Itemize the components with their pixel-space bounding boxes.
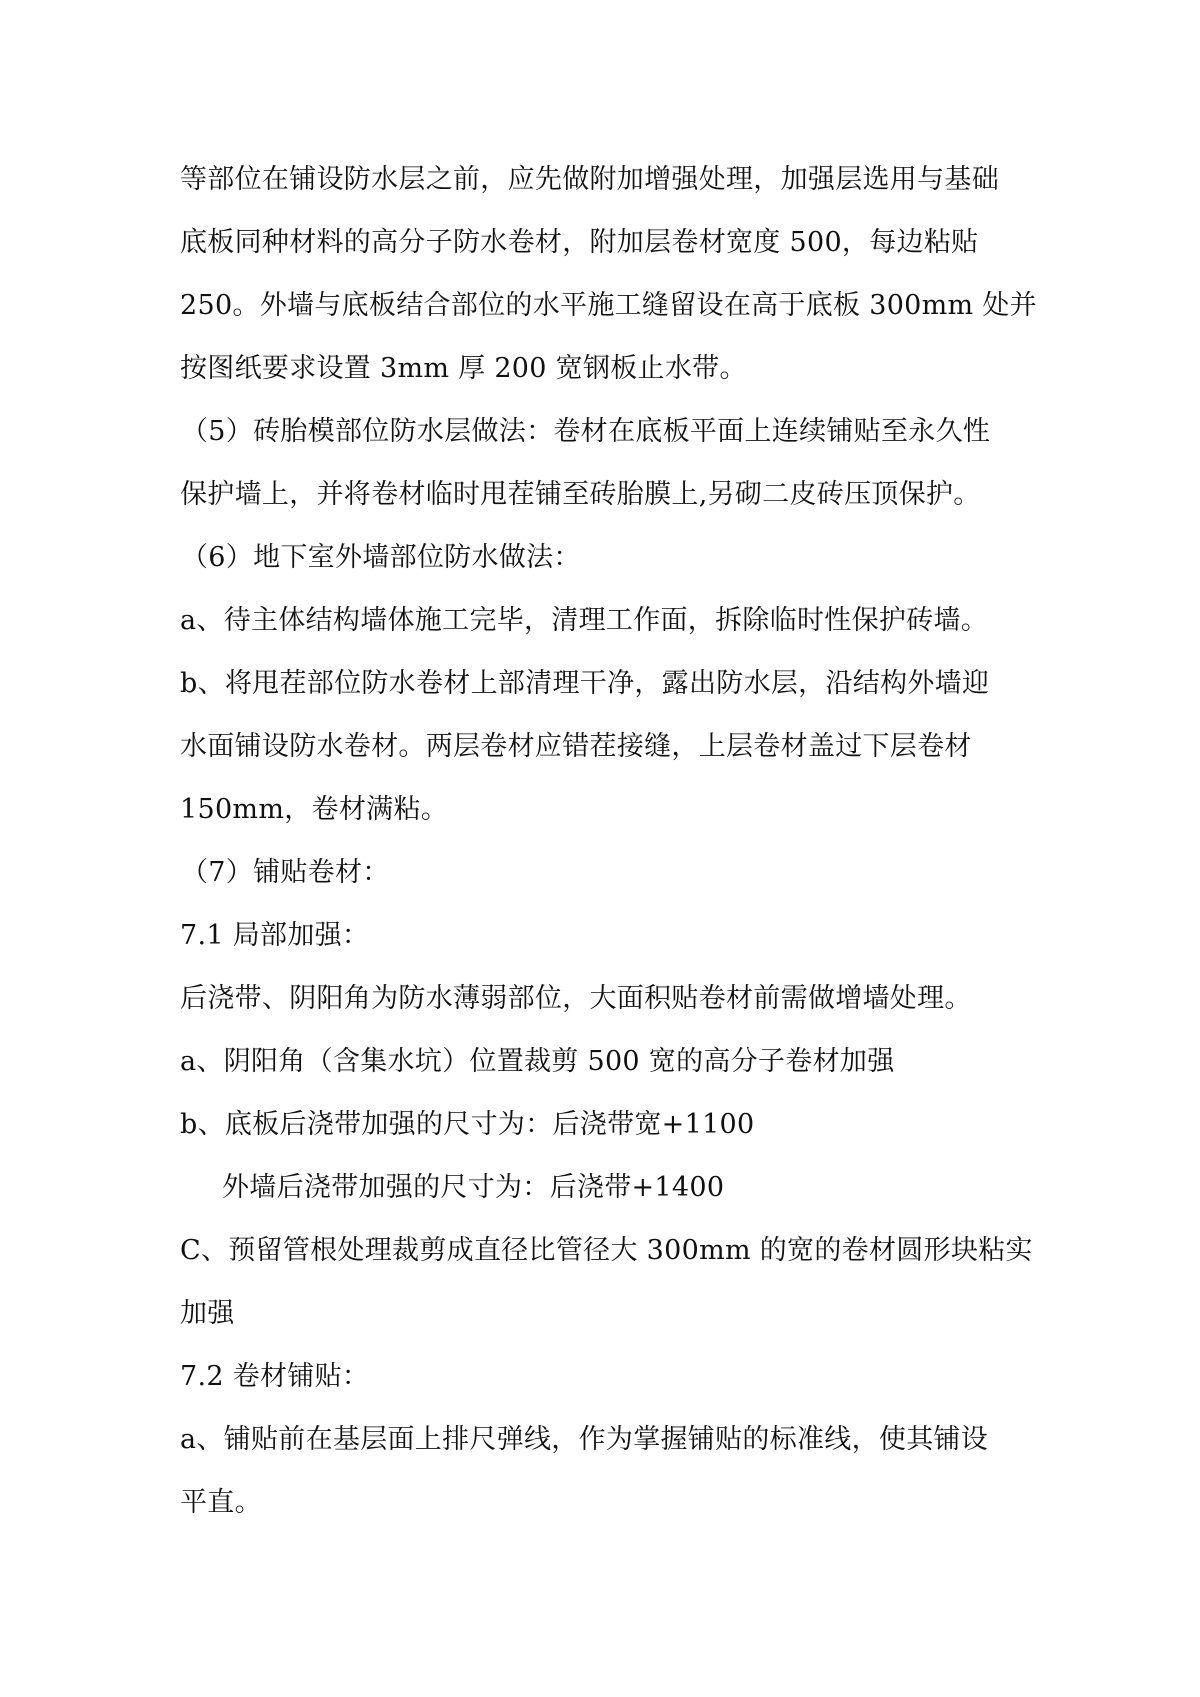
subsection-7-2-heading: 7.2 卷材铺贴： [180,1361,370,1392]
text-line-4: 按图纸要求设置 3mm 厚 200 宽钢板止水带。 [180,353,747,384]
text-line-1: 等部位在铺设防水层之前，应先做附加增强处理，加强层选用与基础 [180,164,999,195]
text-line-11: 150mm，卷材满粘。 [180,794,449,825]
text-line-19: 加强 [180,1298,235,1329]
item-a-corner: a、阴阳角（含集水坑）位置裁剪 500 宽的高分子卷材加强 [180,1046,895,1077]
section-6-heading: （6）地下室外墙部位防水做法： [181,542,581,573]
item-b-wall-post-pour: 外墙后浇带加强的尺寸为：后浇带+1400 [222,1172,725,1203]
item-a-wall: a、待主体结构墙体施工完毕，清理工作面，拆除临时性保护砖墙。 [180,605,989,636]
subsection-7-1-heading: 7.1 局部加强： [180,920,370,951]
text-line-10: 水面铺设防水卷材。两层卷材应错茬接缝，上层卷材盖过下层卷材 [180,731,972,762]
text-line-3: 250。外墙与底板结合部位的水平施工缝留设在高于底板 300mm 处并 [180,290,1037,321]
item-a-layout-line: a、铺贴前在基层面上排尺弹线，作为掌握铺贴的标准线，使其铺设 [180,1424,989,1455]
item-b-post-pour: b、底板后浇带加强的尺寸为：后浇带宽+1100 [180,1109,755,1140]
item-b-wall: b、将甩茬部位防水卷材上部清理干净，露出防水层，沿结构外墙迎 [180,668,990,699]
text-line-14: 后浇带、阴阳角为防水薄弱部位，大面积贴卷材前需做增墙处理。 [180,983,972,1014]
text-line-2: 底板同种材料的高分子防水卷材，附加层卷材宽度 500，每边粘贴 [180,227,979,258]
text-line-6: 保护墙上，并将卷材临时甩茬铺至砖胎膜上,另砌二皮砖压顶保护。 [180,479,981,510]
item-c-pipe-root: C、预留管根处理裁剪成直径比管径大 300mm 的宽的卷材圆形块粘实 [180,1235,1033,1266]
section-5-heading: （5）砖胎模部位防水层做法：卷材在底板平面上连续铺贴至永久性 [181,416,991,447]
text-line-22: 平直。 [180,1487,262,1518]
section-7-heading: （7）铺贴卷材： [181,857,390,888]
document-body [180,148,1037,1534]
